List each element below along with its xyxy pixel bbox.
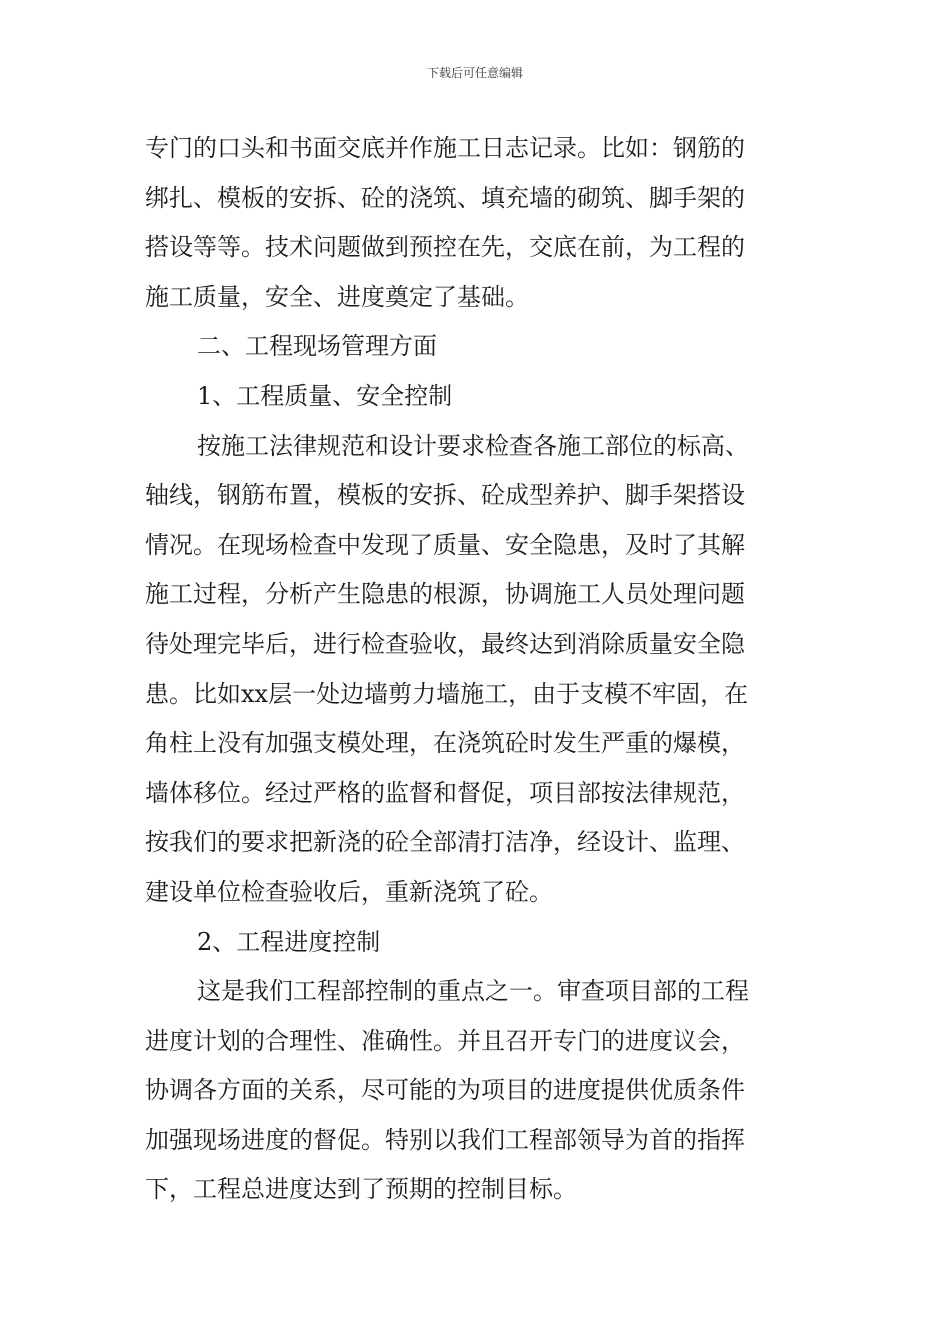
text-line: 专门的口头和书面交底并作施工日志记录。比如：钢筋的 xyxy=(145,134,745,162)
text-line: 2、工程进度控制 xyxy=(197,927,381,956)
text-line: 轴线，钢筋布置，模板的安拆、砼成型养护、脚手架搭设 xyxy=(145,481,745,510)
text-line: 协调各方面的关系，尽可能的为项目的进度提供优质条件 xyxy=(145,1076,745,1105)
text-line: 施工过程，分析产生隐患的根源，协调施工人员处理问题 xyxy=(145,580,745,609)
text-line: 待处理完毕后，进行检查验收，最终达到消除质量安全隐 xyxy=(145,629,745,658)
text-line: 这是我们工程部控制的重点之一。审查项目部的工程 xyxy=(197,977,749,1006)
text-line: 加强现场进度的督促。特别以我们工程部领导为首的指挥 xyxy=(145,1125,745,1154)
text-line: 下，工程总进度达到了预期的控制目标。 xyxy=(145,1175,577,1204)
text-line: 绑扎、模板的安拆、砼的浇筑、填充墙的砌筑、脚手架的 xyxy=(145,183,745,212)
document-body xyxy=(145,124,810,1215)
text-line: 1、工程质量、安全控制 xyxy=(197,381,453,410)
text-line: 患。比如xx层一处边墙剪力墙施工，由于支模不牢固，在 xyxy=(145,679,749,708)
text-line: 情况。在现场检查中发现了质量、安全隐患，及时了其解 xyxy=(145,530,745,559)
text-line: 搭设等等。技术问题做到预控在先，交底在前，为工程的 xyxy=(145,233,745,262)
text-line: 二、工程现场管理方面 xyxy=(197,332,437,361)
text-line: 角柱上没有加强支模处理，在浇筑砼时发生严重的爆模， xyxy=(145,729,745,758)
text-line: 建设单位检查验收后，重新浇筑了砼。 xyxy=(145,877,553,906)
text-line: 按我们的要求把新浇的砼全部清打洁净，经设计、监理、 xyxy=(145,828,745,857)
text-line: 进度计划的合理性、准确性。并且召开专门的进度议会， xyxy=(145,1026,745,1055)
text-line: 墙体移位。经过严格的监督和督促，项目部按法律规范， xyxy=(145,778,745,807)
text-line: 按施工法律规范和设计要求检查各施工部位的标高、 xyxy=(197,431,749,460)
header-note: 下载后可任意编辑 xyxy=(426,66,523,80)
text-line: 施工质量，安全、进度奠定了基础。 xyxy=(145,282,529,311)
